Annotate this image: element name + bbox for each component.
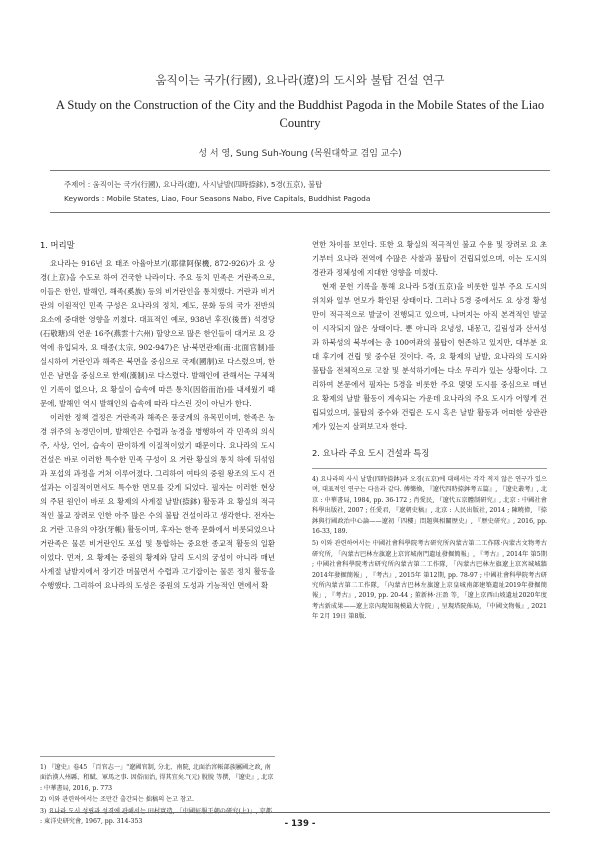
body-paragraph: 연한 차이를 보인다. 또한 요 황실의 적극적인 불교 수용 및 장려로 요 초기부터 요나라 전역에 수많은 사찰과 불탑이 건립되었으며, 이는 도시의 경관과 정체성에 지대한 영향을 미쳤다. — [312, 240, 547, 277]
keywords-english: Keywords : Mobile States, Liao, Four Seasons Nabo, Five Capitals, Buddhist Pagoda — [64, 194, 371, 203]
keywords-korean: 주제어 : 움직이는 국가(行國), 요나라(遼), 사시날발(四時捺鉢), 5경(五京), 불탑 — [64, 180, 323, 189]
footnote: 2) 이와 관련하여서는 조만간 출간되는 拙稿의 논고 참고. — [40, 796, 195, 804]
page-number: - 139 - — [284, 819, 316, 829]
left-footnotes — [40, 756, 275, 828]
section-heading-1: 1. 머리말 — [40, 240, 75, 250]
footnote: 5) 이와 관련하여서는 中國社會科學院考古研究所內蒙古第二工作隊·內蒙古文物考古研究所, 「內蒙古巴林左旗遼上京宮城南門遺址發掘簡報」, 『考古』, 2014年 第5期 ; 中國社會科學院考古研究所內蒙古第二工作隊, 「內蒙古巴林左旗遼上京宮城城牆2014年發掘簡報」, 『考古』, 2015年 第12期, pp. 78-97 ; 中國社會科學院考古研究所內蒙古第二工作隊, 「內蒙古巴林左旗遼上京皇城南部建築遺址2019年發掘簡報」, 『考古』, 2019, pp. 20-44 ; 董新林·汪盈 等, 「遼上京西山坡遺址2020年度考古新成果——遼上京內現知規模最大寺院」, 呈現塔院佈局, 『中國文物報』, 2021年 2月 19日 第8版. — [312, 540, 547, 621]
footnote: 1) 『遼史』卷45 「百官志一」"遼國官制, 分北、南院, 北面治宮帳部族屬國之政, 南面治漢人州縣、租賦、軍馬之事. 因俗而治, 得其宜矣."(元) 脫脫 等撰, 『遼史』, 北京 : 中華書局, 2016, p. 773 — [40, 764, 274, 792]
body-paragraph: 현재 문헌 기록을 통해 요나라 5경(五京)을 비롯한 일부 주요 도시의 위치와 일부 연모가 확인된 상태이다. 그러나 5경 중에서도 요 상경 황성만이 적극적으로 발굴이 진행되고 있으며, 나머지는 아직 본격적인 발굴이 시작되지 않은 상태이다. 뿐 아니라 요녕성, 내몽고, 길림성과 산서성과 하북성의 북부에는 총 100여좌의 불탑이 현존하고 있지만, 대부분 요대 후기에 건립 및 중수된 것이다. 즉, 요 황제의 날발, 요나라의 도시와 불탑을 전체적으로 고찰 및 분석하기에는 다소 무리가 있는 상황이다. 그리하여 본문에서 필자는 5경을 비롯한 주요 몇몇 도시를 중심으로 매년 요 황제의 날발 활동이 계속되는 가운데 요나라의 주요 도시가 어떻게 건립되었으며, 불탑의 중수와 건립은 도시 혹은 날발 활동과 어떠한 상관관계가 있는지 살펴보고자 한다. — [312, 282, 547, 431]
right-footnotes — [312, 468, 547, 623]
footnote: 3) 요나라 도시 성립과 성격에 관해서는 田村實造, 「中國征服王朝の研究(上)」, 京都 : 東洋史研究會, 1967, pp. 314-353 — [40, 807, 272, 826]
section-heading-2: 2. 요나라 주요 도시 건설과 특징 — [312, 448, 430, 458]
body-paragraph: 이러한 정책 결정은 거란족과 해족은 풍궁계의 유목민이며, 한족은 농경 위주의 농경민이며, 발해인은 수렵과 농경을 병행하여 각 민족의 의식주, 사상, 언어, 습속이 판이하게 이질적이었기 때문이다. 요나라의 도시 건설은 바로 이러한 특수한 민족 구성이 요 거란 황실의 통치 하에 뒤섞임과 포섭의 과정을 거쳐 이루어졌다. 그리하여 여타의 중원 왕조의 도시 건설과는 이질적이면서도 특수한 면모를 갖게 되었다. 필자는 이러한 현상의 주된 원인이 바로 요 황제의 사계절 날발(捺鉢) 활동과 요 황실의 적극적인 불교 장려로 인한 아주 많은 수의 불탑 건설이라고 생각한다. 전자는 요 거란 고유의 야장(牙帳) 활동이며, 후자는 한족 문화에서 비롯되었으나 거란족은 물론 비거란인도 포섭 및 통합하는 중요한 종교적 활동의 일환이었다. 먼저, 요 황제는 중원의 황제와 달리 도시의 궁성이 아니라 매년 사계절 날발지에서 장기간 머물면서 수렵과 고기잡이는 물론 정치 활동을 수행했다. 그리하여 요나라의 도성은 중원의 도성과 기능적인 면에서 확 — [40, 413, 275, 590]
left-column — [40, 238, 275, 593]
footnote: 4) 요나라의 사시 날발(四時捺鉢)과 오경(五京)에 대해서는 각각 적지 않은 연구가 있으며, 대표적인 연구는 다음과 같다. 傅樂煥, 『遼代四時捺鉢考五篇』, 『遼史叢考』, 北京 : 中華書局, 1984, pp. 36-172 ; 肖愛民, 『遼代五京體制研究』, 北京 : 中國社會科學出版社, 2007 ; 任愛君, 『遼朝史稿』, 北京 : 人民出版社, 2014 ; 陳曉偉, 『捺鉢與行國政治中心論——遼初「四樓」問題與相關歷史』, 『歷史研究』, 2016, pp. 16-33, 189. — [312, 476, 547, 536]
right-column — [312, 238, 547, 625]
english-title: A Study on the Construction of the City and the Buddhist Pagoda in the Mobile States of the Liao Country — [55, 98, 545, 130]
body-paragraph: 요나라는 916년 요 태조 아율아보기(耶律阿保機, 872-926)가 요 상경(上京)을 수도로 하여 건국한 나라이다. 주요 동치 민족은 거란족으로, 이들은 한인, 발해인, 해족(奚族) 등의 비거란인을 통치했다. 거란과 비거란의 이원적인 민족 구성은 요나라의 정치, 제도, 문화 등의 국가 전반의 요소에 중대한 영향을 끼쳤다. 대표적인 예로, 938년 후진(後晉) 석경당(石敬瑭)의 연운 16주(燕雲十六州) 할양으로 많은 한인들이 대거로 요 강역에 유입되자, 요 태종(太宗, 902-947)은 남·북면관제(南·北面官制)를 실시하여 거란인과 해족은 북면을 중심으로 국제(國制)로 다스렸으며, 한인은 남면을 중심으로 한제(漢制)로 다스렸다. 발해인에 관해서는 구체적인 기록이 없으나, 요 황실이 습속에 따른 통치(因俗而治)를 내세웠기 때문에, 발해인 역시 발해인의 습속에 따라 다스린 것이 아닌가 한다. — [40, 259, 275, 408]
korean-title: 움직이는 국가(行國), 요나라(遼)의 도시와 불탑 건설 연구 — [155, 73, 445, 87]
page-footer-rule — [50, 812, 550, 813]
divider-top — [50, 170, 550, 171]
author-line: 성 서 영, Sung Suh-Young (목원대학교 겸임 교수) — [198, 149, 402, 159]
divider-bottom — [50, 212, 550, 213]
